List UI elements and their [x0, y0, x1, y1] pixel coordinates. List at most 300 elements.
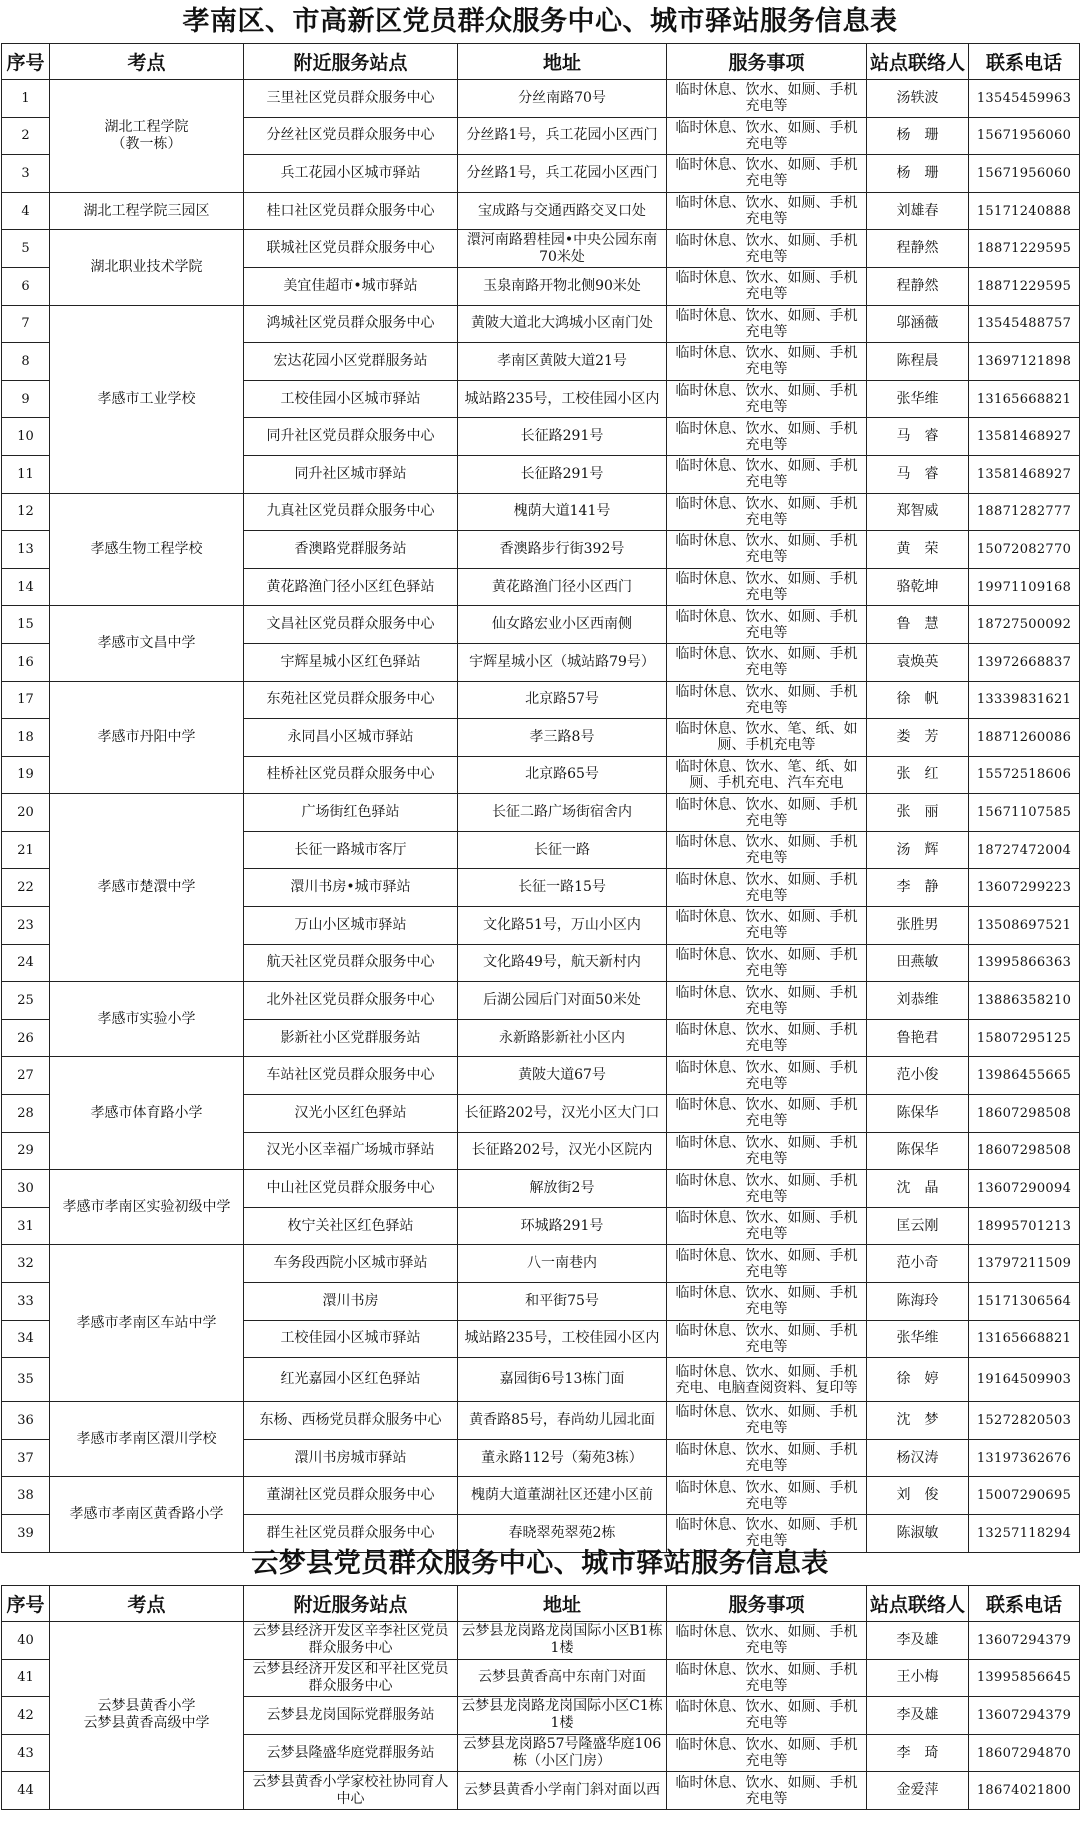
- cell-address: 文化路49号，航天新村内: [458, 944, 667, 982]
- cell-no: 33: [2, 1283, 50, 1321]
- cell-phone: 13581468927: [969, 455, 1080, 493]
- cell-exam-site: 湖北职业技术学院: [50, 230, 244, 305]
- cell-service-site: 董湖社区党员群众服务中心: [244, 1477, 458, 1515]
- table-row: [2, 230, 1080, 268]
- table-row: [2, 794, 1080, 832]
- cell-service-site: 云梦县隆盛华庭党群服务站: [244, 1734, 458, 1772]
- cell-contact: 程静然: [867, 267, 969, 305]
- cell-contact: 刘雄春: [867, 192, 969, 230]
- cell-phone: 13797211509: [969, 1245, 1080, 1283]
- cell-services: 临时休息、饮水、如厕、手机充电等: [667, 380, 867, 418]
- cell-phone: 15807295125: [969, 1019, 1080, 1057]
- cell-services: 临时休息、饮水、如厕、手机充电等: [667, 944, 867, 982]
- cell-phone: 15007290695: [969, 1477, 1080, 1515]
- cell-no: 35: [2, 1358, 50, 1402]
- cell-services: 临时休息、饮水、如厕、手机充电等: [667, 1320, 867, 1358]
- cell-address: 长征路291号: [458, 455, 667, 493]
- table2-header-row: [2, 1586, 1080, 1622]
- cell-services: 临时休息、饮水、如厕、手机充电等: [667, 1772, 867, 1810]
- table-row: [2, 305, 1080, 343]
- cell-no: 41: [2, 1659, 50, 1697]
- cell-contact: 李 静: [867, 869, 969, 907]
- cell-no: 34: [2, 1320, 50, 1358]
- header-exam: 考点: [50, 44, 244, 80]
- cell-no: 25: [2, 982, 50, 1020]
- cell-address: 春晓翠苑翠苑2栋: [458, 1514, 667, 1552]
- cell-no: 16: [2, 643, 50, 681]
- cell-service-site: 分丝社区党员群众服务中心: [244, 117, 458, 155]
- cell-services: 临时休息、饮水、如厕、手机充电等: [667, 343, 867, 381]
- cell-services: 临时休息、饮水、笔、纸、如厕、手机充电、汽车充电: [667, 756, 867, 794]
- cell-no: 28: [2, 1095, 50, 1133]
- cell-service-site: 北外社区党员群众服务中心: [244, 982, 458, 1020]
- cell-service-site: 云梦县经济开发区辛李社区党员群众服务中心: [244, 1622, 458, 1660]
- cell-address: 黄陂大道67号: [458, 1057, 667, 1095]
- table-row: [2, 1477, 1080, 1515]
- cell-services: 临时休息、饮水、如厕、手机充电等: [667, 1019, 867, 1057]
- cell-no: 39: [2, 1514, 50, 1552]
- cell-address: 云梦县龙岗路57号隆盛华庭106栋（小区门房）: [458, 1734, 667, 1772]
- cell-no: 18: [2, 719, 50, 757]
- cell-services: 临时休息、饮水、如厕、手机充电等: [667, 907, 867, 945]
- cell-exam-site: 孝感生物工程学校: [50, 493, 244, 606]
- cell-no: 21: [2, 831, 50, 869]
- header-phone: 联系电话: [969, 1586, 1080, 1622]
- cell-service-site: 联城社区党员群众服务中心: [244, 230, 458, 268]
- cell-contact: 杨 珊: [867, 117, 969, 155]
- cell-phone: 18607298508: [969, 1095, 1080, 1133]
- cell-phone: 18727500092: [969, 606, 1080, 644]
- cell-phone: 13197362676: [969, 1439, 1080, 1477]
- cell-contact: 刘 俊: [867, 1477, 969, 1515]
- cell-no: 24: [2, 944, 50, 982]
- cell-contact: 陈淑敏: [867, 1514, 969, 1552]
- cell-address: 云梦县黄香高中东南门对面: [458, 1659, 667, 1697]
- cell-address: 嘉园街6号13栋门面: [458, 1358, 667, 1402]
- cell-contact: 沈 晶: [867, 1170, 969, 1208]
- cell-service-site: 东苑社区党员群众服务中心: [244, 681, 458, 719]
- cell-service-site: 汉光小区红色驿站: [244, 1095, 458, 1133]
- cell-services: 临时休息、饮水、如厕、手机充电等: [667, 1622, 867, 1660]
- cell-exam-site: 湖北工程学院三园区: [50, 192, 244, 230]
- cell-phone: 13165668821: [969, 380, 1080, 418]
- cell-service-site: 东杨、西杨党员群众服务中心: [244, 1402, 458, 1440]
- cell-no: 1: [2, 80, 50, 118]
- cell-service-site: 工校佳园小区城市驿站: [244, 380, 458, 418]
- cell-no: 14: [2, 568, 50, 606]
- cell-phone: 18607298508: [969, 1132, 1080, 1170]
- table-row: [2, 493, 1080, 531]
- cell-contact: 郑智威: [867, 493, 969, 531]
- cell-services: 临时休息、饮水、如厕、手机充电等: [667, 192, 867, 230]
- cell-service-site: 永同昌小区城市驿站: [244, 719, 458, 757]
- cell-service-site: 广场街红色驿站: [244, 794, 458, 832]
- table-row: [2, 1402, 1080, 1440]
- cell-contact: 袁焕英: [867, 643, 969, 681]
- cell-phone: 13972668837: [969, 643, 1080, 681]
- cell-service-site: 群生社区党员群众服务中心: [244, 1514, 458, 1552]
- cell-no: 37: [2, 1439, 50, 1477]
- cell-address: 槐荫大道141号: [458, 493, 667, 531]
- cell-services: 临时休息、饮水、如厕、手机充电等: [667, 1659, 867, 1697]
- cell-no: 11: [2, 455, 50, 493]
- cell-no: 29: [2, 1132, 50, 1170]
- table-row: [2, 1170, 1080, 1208]
- cell-no: 10: [2, 418, 50, 456]
- cell-address: 文化路51号，万山小区内: [458, 907, 667, 945]
- cell-exam-site: 孝感市工业学校: [50, 305, 244, 493]
- header-site: 附近服务站点: [244, 44, 458, 80]
- cell-exam-site: 孝感市孝南区澴川学校: [50, 1402, 244, 1477]
- table-row: [2, 1245, 1080, 1283]
- cell-no: 43: [2, 1734, 50, 1772]
- cell-service-site: 车站社区党员群众服务中心: [244, 1057, 458, 1095]
- cell-phone: 13986455665: [969, 1057, 1080, 1095]
- cell-service-site: 文昌社区党员群众服务中心: [244, 606, 458, 644]
- cell-services: 临时休息、饮水、如厕、手机充电等: [667, 794, 867, 832]
- cell-services: 临时休息、饮水、如厕、手机充电等: [667, 305, 867, 343]
- cell-no: 12: [2, 493, 50, 531]
- table-row: [2, 1057, 1080, 1095]
- cell-services: 临时休息、饮水、如厕、手机充电等: [667, 869, 867, 907]
- cell-contact: 李及雄: [867, 1622, 969, 1660]
- header-contact: 站点联络人: [867, 1586, 969, 1622]
- cell-service-site: 云梦县龙岗国际党群服务站: [244, 1697, 458, 1735]
- cell-contact: 骆乾坤: [867, 568, 969, 606]
- cell-services: 临时休息、饮水、如厕、手机充电等: [667, 455, 867, 493]
- cell-contact: 张 红: [867, 756, 969, 794]
- cell-exam-site: 孝感市孝南区车站中学: [50, 1245, 244, 1402]
- cell-exam-site: 孝感市体育路小学: [50, 1057, 244, 1170]
- cell-address: 城站路235号，工校佳园小区内: [458, 1320, 667, 1358]
- cell-no: 17: [2, 681, 50, 719]
- cell-services: 临时休息、饮水、如厕、手机充电等: [667, 1170, 867, 1208]
- cell-address: 槐荫大道董湖社区还建小区前: [458, 1477, 667, 1515]
- table2-title: 云梦县党员群众服务中心、城市驿站服务信息表: [251, 1548, 829, 1579]
- table2: [1, 1585, 1080, 1810]
- cell-address: 长征二路广场街宿舍内: [458, 794, 667, 832]
- cell-address: 宇辉星城小区（城站路79号）: [458, 643, 667, 681]
- cell-exam-site: 孝感市文昌中学: [50, 606, 244, 681]
- cell-services: 临时休息、饮水、如厕、手机充电等: [667, 531, 867, 569]
- table-row: [2, 1622, 1080, 1660]
- cell-phone: 18674021800: [969, 1772, 1080, 1810]
- cell-contact: 邬涵薇: [867, 305, 969, 343]
- cell-service-site: 同升社区党员群众服务中心: [244, 418, 458, 456]
- cell-phone: 13607294379: [969, 1697, 1080, 1735]
- cell-services: 临时休息、饮水、如厕、手机充电等: [667, 1283, 867, 1321]
- cell-contact: 陈海玲: [867, 1283, 969, 1321]
- cell-contact: 张胜男: [867, 907, 969, 945]
- cell-phone: 19164509903: [969, 1358, 1080, 1402]
- cell-address: 环城路291号: [458, 1207, 667, 1245]
- cell-contact: 范小俊: [867, 1057, 969, 1095]
- cell-service-site: 九真社区党员群众服务中心: [244, 493, 458, 531]
- cell-address: 云梦县龙岗路龙岗国际小区B1栋1楼: [458, 1622, 667, 1660]
- cell-no: 26: [2, 1019, 50, 1057]
- cell-services: 临时休息、饮水、如厕、手机充电等: [667, 418, 867, 456]
- cell-phone: 15171240888: [969, 192, 1080, 230]
- cell-service-site: 长征一路城市客厅: [244, 831, 458, 869]
- cell-contact: 范小奇: [867, 1245, 969, 1283]
- cell-contact: 沈 梦: [867, 1402, 969, 1440]
- cell-address: 黄花路渔门径小区西门: [458, 568, 667, 606]
- cell-services: 临时休息、饮水、如厕、手机充电等: [667, 1439, 867, 1477]
- cell-address: 分丝路1号，兵工花园小区西门: [458, 117, 667, 155]
- cell-contact: 娄 芳: [867, 719, 969, 757]
- cell-services: 临时休息、饮水、如厕、手机充电等: [667, 643, 867, 681]
- cell-services: 临时休息、饮水、如厕、手机充电等: [667, 1697, 867, 1735]
- cell-address: 云梦县黄香小学南门斜对面以西: [458, 1772, 667, 1810]
- cell-exam-site: 云梦县黄香小学 云梦县黄香高级中学: [50, 1622, 244, 1810]
- cell-no: 20: [2, 794, 50, 832]
- header-exam: 考点: [50, 1586, 244, 1622]
- cell-no: 36: [2, 1402, 50, 1440]
- cell-phone: 15572518606: [969, 756, 1080, 794]
- cell-phone: 13886358210: [969, 982, 1080, 1020]
- cell-no: 19: [2, 756, 50, 794]
- cell-service-site: 澴川书房城市驿站: [244, 1439, 458, 1477]
- header-no: 序号: [2, 1586, 50, 1622]
- header-phone: 联系电话: [969, 44, 1080, 80]
- cell-service-site: 影新社小区党群服务站: [244, 1019, 458, 1057]
- cell-address: 北京路65号: [458, 756, 667, 794]
- cell-no: 40: [2, 1622, 50, 1660]
- cell-address: 解放街2号: [458, 1170, 667, 1208]
- cell-service-site: 红光嘉园小区红色驿站: [244, 1358, 458, 1402]
- table-row: [2, 681, 1080, 719]
- cell-contact: 田燕敏: [867, 944, 969, 982]
- cell-service-site: 桂口社区党员群众服务中心: [244, 192, 458, 230]
- cell-contact: 李 琦: [867, 1734, 969, 1772]
- cell-address: 黄陂大道北大鸿城小区南门处: [458, 305, 667, 343]
- cell-phone: 15671956060: [969, 117, 1080, 155]
- cell-service-site: 枚宁关社区红色驿站: [244, 1207, 458, 1245]
- header-no: 序号: [2, 44, 50, 80]
- cell-no: 30: [2, 1170, 50, 1208]
- header-contact: 站点联络人: [867, 44, 969, 80]
- cell-service-site: 中山社区党员群众服务中心: [244, 1170, 458, 1208]
- cell-no: 44: [2, 1772, 50, 1810]
- cell-phone: 13995856645: [969, 1659, 1080, 1697]
- cell-address: 城站路235号，工校佳园小区内: [458, 380, 667, 418]
- cell-exam-site: 孝感市孝南区实验初级中学: [50, 1170, 244, 1245]
- cell-phone: 13339831621: [969, 681, 1080, 719]
- cell-phone: 13607290094: [969, 1170, 1080, 1208]
- cell-no: 31: [2, 1207, 50, 1245]
- cell-no: 5: [2, 230, 50, 268]
- cell-contact: 鲁 慧: [867, 606, 969, 644]
- table1-header-row: [2, 44, 1080, 80]
- cell-no: 22: [2, 869, 50, 907]
- cell-services: 临时休息、饮水、如厕、手机充电等: [667, 1734, 867, 1772]
- table-row: [2, 192, 1080, 230]
- cell-phone: 15072082770: [969, 531, 1080, 569]
- cell-contact: 张华维: [867, 380, 969, 418]
- cell-contact: 徐 婷: [867, 1358, 969, 1402]
- cell-service-site: 兵工花园小区城市驿站: [244, 155, 458, 193]
- cell-address: 孝三路8号: [458, 719, 667, 757]
- cell-contact: 李及雄: [867, 1697, 969, 1735]
- cell-phone: 13607299223: [969, 869, 1080, 907]
- cell-service-site: 澴川书房•城市驿站: [244, 869, 458, 907]
- cell-address: 云梦县龙岗路龙岗国际小区C1栋1楼: [458, 1697, 667, 1735]
- cell-service-site: 万山小区城市驿站: [244, 907, 458, 945]
- cell-services: 临时休息、饮水、如厕、手机充电等: [667, 606, 867, 644]
- cell-address: 分丝路1号，兵工花园小区西门: [458, 155, 667, 193]
- cell-service-site: 三里社区党员群众服务中心: [244, 80, 458, 118]
- cell-exam-site: 孝感市楚澴中学: [50, 794, 244, 982]
- cell-exam-site: 孝感市孝南区黄香路小学: [50, 1477, 244, 1552]
- cell-contact: 徐 帆: [867, 681, 969, 719]
- cell-contact: 汤轶波: [867, 80, 969, 118]
- cell-address: 玉泉南路开物北侧90米处: [458, 267, 667, 305]
- cell-services: 临时休息、饮水、如厕、手机充电等: [667, 1477, 867, 1515]
- cell-phone: 15671107585: [969, 794, 1080, 832]
- cell-no: 2: [2, 117, 50, 155]
- cell-address: 和平街75号: [458, 1283, 667, 1321]
- cell-contact: 杨汉涛: [867, 1439, 969, 1477]
- cell-contact: 张华维: [867, 1320, 969, 1358]
- cell-contact: 张 丽: [867, 794, 969, 832]
- cell-address: 长征路202号，汉光小区院内: [458, 1132, 667, 1170]
- cell-services: 临时休息、饮水、如厕、手机充电、电脑查阅资料、复印等: [667, 1358, 867, 1402]
- cell-services: 临时休息、饮水、如厕、手机充电等: [667, 1057, 867, 1095]
- cell-services: 临时休息、饮水、如厕、手机充电等: [667, 1402, 867, 1440]
- cell-phone: 15272820503: [969, 1402, 1080, 1440]
- cell-services: 临时休息、饮水、如厕、手机充电等: [667, 1245, 867, 1283]
- cell-no: 32: [2, 1245, 50, 1283]
- cell-contact: 黄 荣: [867, 531, 969, 569]
- cell-services: 临时休息、饮水、如厕、手机充电等: [667, 1095, 867, 1133]
- cell-address: 黄香路85号，春尚幼儿园北面: [458, 1402, 667, 1440]
- cell-address: 长征路291号: [458, 418, 667, 456]
- cell-services: 临时休息、饮水、如厕、手机充电等: [667, 831, 867, 869]
- cell-service-site: 桂桥社区党员群众服务中心: [244, 756, 458, 794]
- table-row: [2, 80, 1080, 118]
- cell-phone: 13545459963: [969, 80, 1080, 118]
- cell-contact: 陈保华: [867, 1095, 969, 1133]
- cell-service-site: 宏达花园小区党群服务站: [244, 343, 458, 381]
- cell-services: 临时休息、饮水、如厕、手机充电等: [667, 568, 867, 606]
- header-site: 附近服务站点: [244, 1586, 458, 1622]
- cell-phone: 18995701213: [969, 1207, 1080, 1245]
- cell-services: 临时休息、饮水、如厕、手机充电等: [667, 1514, 867, 1552]
- table-row: [2, 982, 1080, 1020]
- cell-services: 临时休息、饮水、如厕、手机充电等: [667, 117, 867, 155]
- cell-services: 临时休息、饮水、如厕、手机充电等: [667, 982, 867, 1020]
- header-address: 地址: [458, 1586, 667, 1622]
- cell-service-site: 鸿城社区党员群众服务中心: [244, 305, 458, 343]
- cell-phone: 13607294379: [969, 1622, 1080, 1660]
- cell-phone: 18871229595: [969, 267, 1080, 305]
- cell-contact: 马 睿: [867, 455, 969, 493]
- cell-contact: 陈保华: [867, 1132, 969, 1170]
- cell-service-site: 工校佳园小区城市驿站: [244, 1320, 458, 1358]
- cell-address: 宝成路与交通西路交叉口处: [458, 192, 667, 230]
- cell-phone: 13257118294: [969, 1514, 1080, 1552]
- cell-contact: 程静然: [867, 230, 969, 268]
- cell-address: 孝南区黄陂大道21号: [458, 343, 667, 381]
- cell-no: 23: [2, 907, 50, 945]
- table-row: [2, 606, 1080, 644]
- cell-services: 临时休息、饮水、如厕、手机充电等: [667, 681, 867, 719]
- header-services: 服务事项: [667, 1586, 867, 1622]
- cell-services: 临时休息、饮水、如厕、手机充电等: [667, 267, 867, 305]
- cell-contact: 陈程晨: [867, 343, 969, 381]
- cell-services: 临时休息、饮水、如厕、手机充电等: [667, 230, 867, 268]
- cell-service-site: 同升社区城市驿站: [244, 455, 458, 493]
- cell-no: 4: [2, 192, 50, 230]
- cell-address: 永新路影新社小区内: [458, 1019, 667, 1057]
- cell-exam-site: 孝感市丹阳中学: [50, 681, 244, 794]
- cell-phone: 13697121898: [969, 343, 1080, 381]
- table1-title: 孝南区、市高新区党员群众服务中心、城市驿站服务信息表: [182, 6, 898, 37]
- table1: [1, 43, 1080, 1553]
- cell-no: 27: [2, 1057, 50, 1095]
- cell-service-site: 云梦县黄香小学家校社协同育人中心: [244, 1772, 458, 1810]
- cell-service-site: 云梦县经济开发区和平社区党员群众服务中心: [244, 1659, 458, 1697]
- cell-address: 八一南巷内: [458, 1245, 667, 1283]
- cell-services: 临时休息、饮水、如厕、手机充电等: [667, 80, 867, 118]
- cell-no: 38: [2, 1477, 50, 1515]
- header-address: 地址: [458, 44, 667, 80]
- cell-phone: 18871282777: [969, 493, 1080, 531]
- cell-contact: 王小梅: [867, 1659, 969, 1697]
- cell-phone: 13581468927: [969, 418, 1080, 456]
- header-services: 服务事项: [667, 44, 867, 80]
- cell-contact: 汤 辉: [867, 831, 969, 869]
- cell-service-site: 车务段西院小区城市驿站: [244, 1245, 458, 1283]
- cell-phone: 15171306564: [969, 1283, 1080, 1321]
- cell-phone: 15671956060: [969, 155, 1080, 193]
- cell-services: 临时休息、饮水、如厕、手机充电等: [667, 1132, 867, 1170]
- cell-no: 8: [2, 343, 50, 381]
- cell-no: 15: [2, 606, 50, 644]
- cell-service-site: 澴川书房: [244, 1283, 458, 1321]
- cell-contact: 刘恭维: [867, 982, 969, 1020]
- cell-services: 临时休息、饮水、如厕、手机充电等: [667, 493, 867, 531]
- cell-exam-site: 湖北工程学院 （教一栋）: [50, 80, 244, 193]
- cell-exam-site: 孝感市实验小学: [50, 982, 244, 1057]
- cell-service-site: 香澳路党群服务站: [244, 531, 458, 569]
- cell-contact: 匡云刚: [867, 1207, 969, 1245]
- cell-contact: 马 睿: [867, 418, 969, 456]
- cell-contact: 鲁艳君: [867, 1019, 969, 1057]
- cell-address: 后湖公园后门对面50米处: [458, 982, 667, 1020]
- cell-service-site: 宇辉星城小区红色驿站: [244, 643, 458, 681]
- cell-service-site: 美宜佳超市•城市驿站: [244, 267, 458, 305]
- cell-no: 42: [2, 1697, 50, 1735]
- cell-no: 13: [2, 531, 50, 569]
- cell-no: 9: [2, 380, 50, 418]
- cell-address: 长征一路: [458, 831, 667, 869]
- cell-phone: 18727472004: [969, 831, 1080, 869]
- cell-address: 长征路202号，汉光小区大门口: [458, 1095, 667, 1133]
- cell-services: 临时休息、饮水、如厕、手机充电等: [667, 1207, 867, 1245]
- cell-phone: 13995866363: [969, 944, 1080, 982]
- cell-no: 3: [2, 155, 50, 193]
- cell-phone: 13508697521: [969, 907, 1080, 945]
- cell-contact: 金爱萍: [867, 1772, 969, 1810]
- cell-address: 分丝南路70号: [458, 80, 667, 118]
- cell-phone: 18871229595: [969, 230, 1080, 268]
- cell-address: 董永路112号（菊苑3栋）: [458, 1439, 667, 1477]
- cell-address: 澴河南路碧桂园•中央公园东南70米处: [458, 230, 667, 268]
- cell-phone: 18871260086: [969, 719, 1080, 757]
- cell-address: 长征一路15号: [458, 869, 667, 907]
- cell-address: 仙女路宏业小区西南侧: [458, 606, 667, 644]
